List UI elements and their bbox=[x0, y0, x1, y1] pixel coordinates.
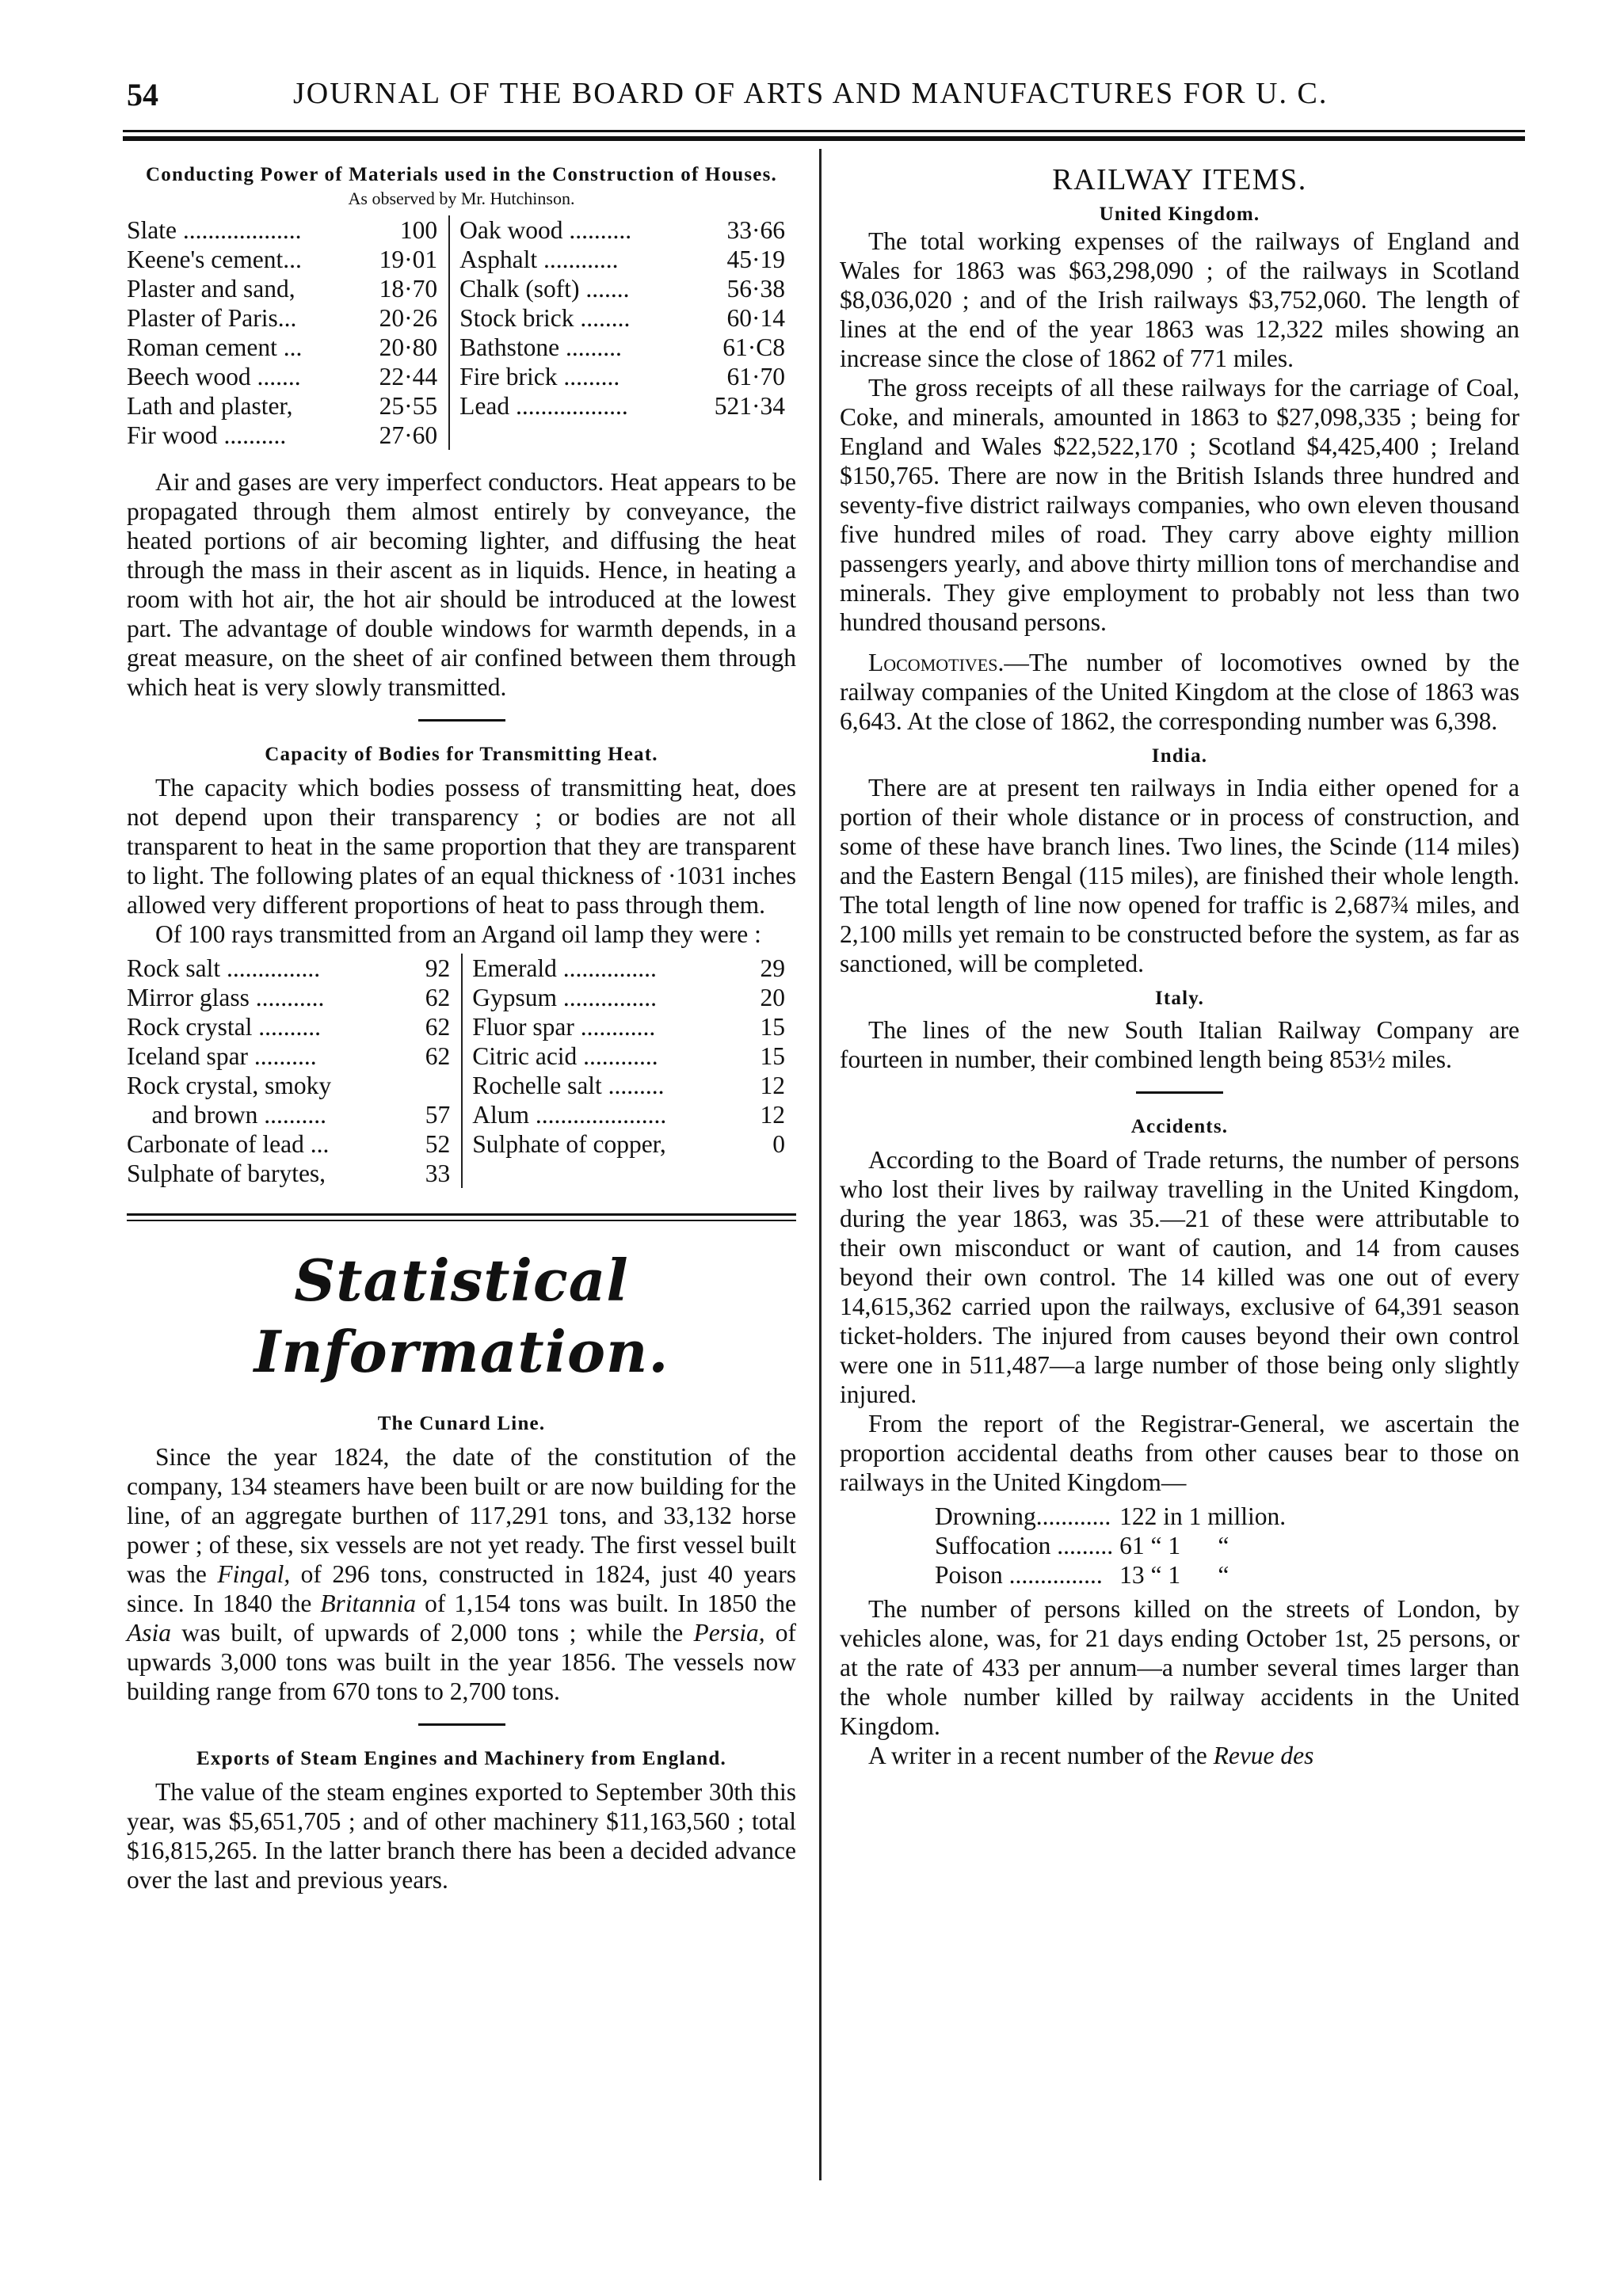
table-row bbox=[127, 1100, 796, 1129]
column-divider bbox=[819, 149, 822, 2180]
death-rate: 122 in 1 million. bbox=[1119, 1502, 1287, 1530]
material-name: Lath and plaster, bbox=[127, 392, 293, 420]
material-name: Asphalt ............ bbox=[449, 245, 688, 274]
section-separator bbox=[418, 1723, 505, 1726]
header-rule-bottom bbox=[123, 136, 1525, 141]
page-header bbox=[127, 76, 1521, 124]
substance-value: 33 bbox=[425, 1159, 451, 1187]
ship-name: Fingal, bbox=[217, 1560, 291, 1588]
material-name: Lead .................. bbox=[449, 391, 688, 421]
table-row bbox=[127, 245, 796, 274]
substance-name: Mirror glass ........... bbox=[127, 984, 325, 1011]
material-name: Beech wood ....... bbox=[127, 363, 301, 390]
substance-value: 20 bbox=[760, 984, 785, 1011]
cunard-text: of upwards 3,000 tons was built in the year 1856. The vessels now building range from 670 tons to 2,700 tons. bbox=[127, 1619, 797, 1705]
material-value: 61·C8 bbox=[722, 333, 785, 361]
table-row bbox=[127, 215, 796, 245]
material-value: 521·34 bbox=[714, 392, 785, 420]
journal-name: Revue des bbox=[1213, 1742, 1314, 1769]
exports-section bbox=[127, 1746, 796, 1894]
table-row bbox=[127, 1129, 796, 1159]
substance-value: 57 bbox=[425, 1101, 451, 1129]
death-cause: Poison ............... bbox=[935, 1561, 1103, 1589]
substance-value: 15 bbox=[760, 1013, 785, 1041]
material-value: 33·66 bbox=[726, 216, 785, 244]
material-name: Roman cement ... bbox=[127, 333, 303, 361]
conducting-paragraph: Air and gases are very imperfect conductors. Heat appears to be propagated through them almost entirely by conveyance, the heated portions of air becoming lighter, and diffusing the heat through the mass in their ascent as in liquids. Hence, in heating a room with hot air, the hot air should be introduced at the lowest part. The advantage of double windows for warmth depends, in a great measure, on the sheet of air confined between them through which heat is very slowly transmitted. bbox=[127, 468, 796, 701]
substance-name: Alum ..................... bbox=[462, 1100, 746, 1129]
material-value: 60·14 bbox=[726, 304, 785, 332]
conducting-subheading: As observed by Mr. Hutchinson. bbox=[348, 188, 575, 208]
substance-value: 15 bbox=[760, 1042, 785, 1070]
material-value: 20·26 bbox=[379, 304, 438, 332]
double-rule bbox=[127, 1213, 796, 1221]
material-name: Plaster of Paris... bbox=[127, 304, 297, 332]
ship-name: Persia, bbox=[693, 1619, 765, 1647]
substance-name: Iceland spar .......... bbox=[127, 1042, 317, 1070]
substance-name: Citric acid ............ bbox=[462, 1041, 746, 1071]
material-name: Bathstone ......... bbox=[449, 333, 688, 362]
substance-value: 92 bbox=[425, 954, 451, 982]
accidents-paragraph-3: The number of persons killed on the streets of London, by vehicles alone, was, for 21 days ending October 1st, 25 persons, or at the rate of 433 per annum—a number several times larger than the whole number killed by railway accidents in the United Kingdom. bbox=[840, 1595, 1519, 1740]
uk-paragraph-1: The total working expenses of the railways of England and Wales for 1863 was $63,298,090 ; of the railways in Scotland $8,036,020 ; and of the Irish railways $3,752,060. The length of lines at the end of the year 1863 was 12,322 miles showing an increase since the close of 1862 of 771 miles. bbox=[840, 227, 1519, 372]
material-value: 56·38 bbox=[726, 275, 785, 303]
table-row bbox=[935, 1502, 1292, 1531]
table-row bbox=[127, 954, 796, 983]
locomotives-paragraph bbox=[840, 648, 1519, 736]
capacity-section bbox=[127, 742, 796, 1188]
substance-value bbox=[746, 1159, 796, 1188]
table-row bbox=[127, 421, 796, 450]
ship-name: Asia bbox=[127, 1619, 172, 1647]
material-name: Plaster and sand, bbox=[127, 275, 295, 303]
substance-name: Emerald ............... bbox=[462, 954, 746, 983]
header-rule-top bbox=[123, 130, 1525, 132]
table-row bbox=[127, 362, 796, 391]
statistical-title: Statistical Information. bbox=[254, 1247, 669, 1385]
capacity-paragraph-2: Of 100 rays transmitted from an Argand oil lamp they were : bbox=[155, 920, 761, 948]
substance-value: 12 bbox=[760, 1101, 785, 1129]
substance-value: 29 bbox=[760, 954, 785, 982]
cunard-text: of 1,154 tons was built. In 1850 the bbox=[425, 1590, 797, 1617]
material-value: 18·70 bbox=[379, 275, 438, 303]
material-value: 27·60 bbox=[379, 421, 438, 449]
material-value: 25·55 bbox=[379, 392, 438, 420]
material-value: 19·01 bbox=[379, 246, 438, 273]
death-rate: 13 “ 1 “ bbox=[1119, 1561, 1229, 1589]
material-name: Chalk (soft) ....... bbox=[449, 274, 688, 303]
accidents-text: A writer in a recent number of the bbox=[868, 1742, 1207, 1769]
substance-value: 0 bbox=[772, 1130, 785, 1158]
substance-name: Gypsum ............... bbox=[462, 983, 746, 1012]
table-row bbox=[127, 1159, 796, 1188]
page-number: 54 bbox=[127, 77, 158, 112]
section-separator bbox=[418, 719, 505, 722]
italy-heading: Italy. bbox=[1154, 988, 1205, 1009]
accidents-heading: Accidents. bbox=[1130, 1116, 1229, 1137]
table-row bbox=[127, 303, 796, 333]
capacity-heading: Capacity of Bodies for Transmitting Heat. bbox=[265, 744, 658, 765]
cunard-text: of 296 tons, constructed in 1824, just 40 years since. In 1840 the bbox=[127, 1560, 797, 1617]
material-value: 100 bbox=[399, 216, 438, 244]
material-name: Fire brick ......... bbox=[449, 362, 688, 391]
india-paragraph: There are at present ten railways in India either opened for a portion of their whole distance or in process of construction, and some of these have branch lines. Two lines, the Scinde (114 miles) and the Eastern Bengal (115 miles), are finished their whole length. The total length of line now opened for traffic is 2,687¾ miles, and 2,100 mills yet remain to be constructed before the system, as far as sanctioned, will be completed. bbox=[840, 774, 1519, 977]
uk-paragraph-2: The gross receipts of all these railways for the carriage of Coal, Coke, and minerals, amounted in 1863 to $27,098,335 ; being for England and Wales $22,522,170 ; Scotland $4,425,400 ; Ireland $150,765. There are now in the British Islands three hundred and seventy-five district railways companies, who own eleven thousand five hundred miles of road. They carry above eighty million passengers yearly, and above thirty million tons of merchandise and minerals. They give employment to probably not less than two hundred thousand persons. bbox=[840, 374, 1519, 636]
material-name: Oak wood .......... bbox=[449, 215, 688, 245]
material-name: Fir wood .......... bbox=[127, 421, 287, 449]
cunard-section bbox=[127, 1411, 796, 1706]
substance-name: Carbonate of lead ... bbox=[127, 1130, 330, 1158]
section-separator bbox=[1136, 1091, 1223, 1094]
material-value: 45·19 bbox=[726, 246, 785, 273]
table-row bbox=[127, 391, 796, 421]
table-row bbox=[127, 983, 796, 1012]
substance-value: 62 bbox=[425, 984, 451, 1011]
cunard-heading: The Cunard Line. bbox=[377, 1413, 546, 1434]
substance-name: Rock salt ............... bbox=[127, 954, 321, 982]
italy-paragraph: The lines of the new South Italian Railway Company are fourteen in number, their combined length being 853½ miles. bbox=[840, 1016, 1519, 1073]
material-name: Stock brick ........ bbox=[449, 303, 688, 333]
running-title: JOURNAL OF THE BOARD OF ARTS AND MANUFACTURES FOR U. C. bbox=[293, 77, 1329, 110]
locomotives-label: Locomotives. bbox=[868, 649, 1005, 676]
left-column bbox=[127, 162, 796, 1894]
ship-name: Britannia bbox=[320, 1590, 417, 1617]
right-column bbox=[840, 162, 1519, 1770]
material-name: Keene's cement... bbox=[127, 246, 302, 273]
conducting-table bbox=[127, 215, 796, 450]
table-row bbox=[127, 1041, 796, 1071]
table-row bbox=[127, 274, 796, 303]
substance-name: Rochelle salt ......... bbox=[462, 1071, 746, 1100]
substance-value: 52 bbox=[425, 1130, 451, 1158]
locomotives-text: —The number of locomotives owned by the railway companies of the United Kingdom at the close of 1863 was 6,643. At the close of 1862, the corresponding number was 6,398. bbox=[840, 649, 1519, 735]
deaths-table bbox=[935, 1502, 1292, 1590]
substance-name: Sulphate of copper, bbox=[462, 1129, 746, 1159]
material-value bbox=[688, 421, 796, 450]
cunard-text: Since the year 1824, the date of the constitution of the company, 134 steamers have been built or are now building for the line, of an aggregate burthen of 117,291 tons, and 33,132 horse power ; of these, six vessels are not yet ready. The first vessel built was the bbox=[127, 1443, 796, 1588]
material-name: Slate ................... bbox=[127, 216, 302, 244]
table-row bbox=[935, 1560, 1292, 1590]
substance-value: 12 bbox=[760, 1072, 785, 1099]
india-heading: India. bbox=[1151, 745, 1208, 767]
table-row bbox=[127, 333, 796, 362]
accidents-paragraph-1: According to the Board of Trade returns, the number of persons who lost their lives by railway travelling in the United Kingdom, during the year 1863, was 35.—21 of these were attributable to their own misconduct or want of caution, and 14 from causes beyond their own control. The 14 killed was one out of every 14,615,362 carried upon the railways, exclusive of 64,391 season ticket-holders. The injured from causes beyond their own control were one in 511,487—a large number of those being only slightly injured. bbox=[840, 1146, 1519, 1408]
death-cause: Drowning............ bbox=[935, 1502, 1111, 1530]
material-name bbox=[449, 421, 688, 450]
material-value: 61·70 bbox=[726, 363, 785, 390]
conducting-section bbox=[127, 162, 796, 702]
substance-value bbox=[411, 1071, 463, 1100]
material-value: 22·44 bbox=[379, 363, 438, 390]
accidents-paragraph-4 bbox=[840, 1741, 1519, 1770]
capacity-table bbox=[127, 954, 796, 1188]
cunard-paragraph bbox=[127, 1442, 796, 1706]
table-row bbox=[127, 1071, 796, 1100]
substance-name: Rock crystal, smoky bbox=[127, 1072, 332, 1099]
substance-name: and brown .......... bbox=[127, 1101, 326, 1129]
conducting-heading: Conducting Power of Materials used in the Construction of Houses. bbox=[146, 164, 777, 185]
substance-name: Fluor spar ............ bbox=[462, 1012, 746, 1041]
substance-name: Sulphate of barytes, bbox=[127, 1159, 326, 1187]
material-value: 20·80 bbox=[379, 333, 438, 361]
exports-paragraph: The value of the steam engines exported to September 30th this year, was $5,651,705 ; and of other machinery $11,163,560 ; total $16,815,265. In the latter branch there has been a decided advance over the last and previous years. bbox=[127, 1778, 796, 1894]
uk-heading: United Kingdom. bbox=[1099, 204, 1260, 225]
exports-heading: Exports of Steam Engines and Machinery from England. bbox=[196, 1748, 726, 1769]
death-cause: Suffocation ......... bbox=[935, 1532, 1114, 1559]
table-row bbox=[127, 1012, 796, 1041]
railway-title: RAILWAY ITEMS. bbox=[1052, 163, 1307, 196]
substance-name: Rock crystal .......... bbox=[127, 1013, 321, 1041]
substance-value: 62 bbox=[425, 1042, 451, 1070]
table-row bbox=[935, 1531, 1292, 1560]
substance-value: 62 bbox=[425, 1013, 451, 1041]
capacity-paragraph-1: The capacity which bodies possess of transmitting heat, does not depend upon their transparency ; or bodies are not all transparent to heat in the same proportion that they are transparent to light. The following plates of an equal thickness of ·1031 inches allowed very different proportions of heat to pass through them. bbox=[127, 774, 796, 919]
accidents-paragraph-2: From the report of the Registrar-General, we ascertain the proportion accidental deaths from other causes bear to those on railways in the United Kingdom— bbox=[840, 1410, 1519, 1496]
cunard-text: was built, of upwards of 2,000 tons ; while the bbox=[181, 1619, 684, 1647]
death-rate: 61 “ 1 “ bbox=[1119, 1532, 1229, 1559]
substance-name bbox=[462, 1159, 746, 1188]
